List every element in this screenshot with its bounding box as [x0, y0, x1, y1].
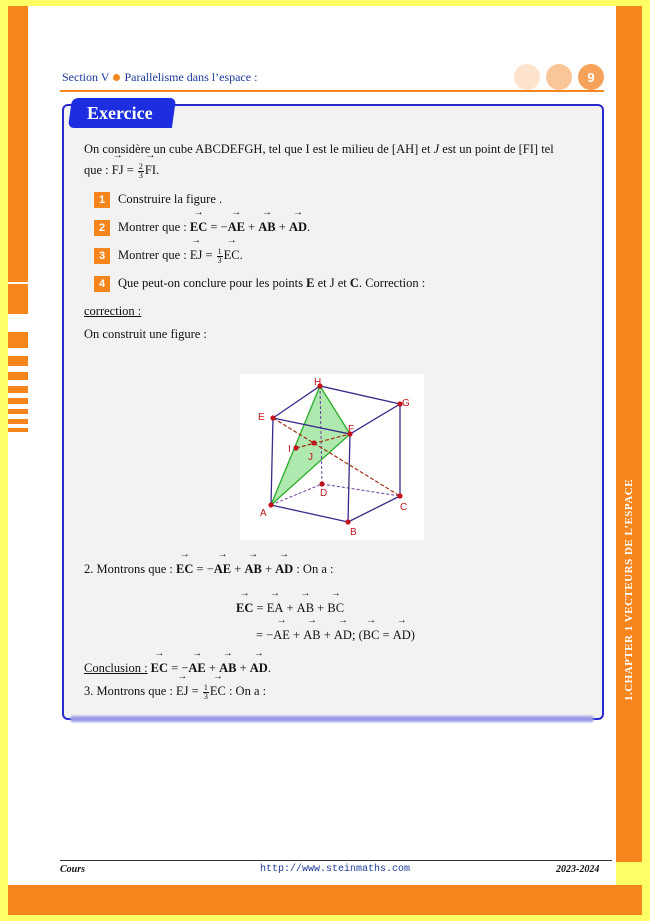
footer-course: Cours	[60, 864, 86, 875]
label-F: F	[348, 424, 355, 435]
left-decor-stripes	[8, 284, 28, 444]
part2-statement: 2. Montrons que : → EC = −→ AE + → AB + → AD : On a :	[84, 560, 333, 578]
footer-year: 2023-2024	[556, 864, 600, 875]
question-3: 3 Montrer que : → EJ = $\frac{1}{3}$ → EC.	[94, 246, 243, 265]
page-number: 9	[578, 64, 604, 90]
section-title: Parallelisme dans l’espace :	[124, 70, 258, 84]
circle-icon	[514, 64, 540, 90]
section-label: Section V	[62, 70, 110, 84]
bullet-icon	[113, 74, 120, 81]
conclusion: Conclusion : → EC = −→ AE + → AB + → AD.	[84, 659, 271, 677]
right-chapter-bar	[616, 6, 642, 862]
cube-figure	[240, 374, 424, 540]
exercise-box-shadow	[70, 716, 594, 722]
label-H: H	[314, 377, 322, 388]
label-D: D	[320, 488, 328, 499]
chapter-label: 1.CHAPTER 1 VECTEURS DE L’ESPACE	[623, 478, 635, 702]
exercise-intro-formula: que : → FJ = $\frac{2}{3}$ → FI.	[84, 161, 159, 180]
equation-line-1: → EC = → EA + → AB + → BC	[236, 599, 344, 617]
label-J: J	[308, 452, 313, 463]
label-G: G	[402, 398, 410, 409]
header-rule	[60, 90, 604, 92]
exercise-title: Exercice	[87, 103, 153, 123]
label-E: E	[258, 412, 265, 423]
label-I: I	[288, 444, 291, 455]
equation-line-2: = −→ AE + → AB + → AD; (→ BC = → AD)	[256, 626, 415, 644]
question-4: 4 Que peut-on conclure pour les points E et J et C. Correction :	[94, 274, 425, 292]
footer-rule	[60, 860, 612, 861]
question-2: 2 Montrer que : → EC = −→ AE + → AB + → AD.	[94, 218, 310, 236]
plane-AHF	[271, 386, 350, 505]
circle-icon	[546, 64, 572, 90]
construct-text: On construit une figure :	[84, 327, 207, 341]
question-1: 1 Construire la figure .	[94, 190, 222, 208]
part3-statement: 3. Montrons que : → EJ = $\frac{1}{3}$ → EC : On a :	[84, 682, 266, 701]
section-header	[62, 70, 257, 85]
label-B: B	[350, 527, 357, 538]
bottom-decor-bar	[8, 885, 642, 915]
left-decor-bar	[8, 6, 28, 282]
exercise-intro: On considère un cube ABCDEFGH, tel que I est le milieu de [AH] et J est un point de [FI] tel	[84, 142, 554, 156]
label-A: A	[260, 508, 267, 519]
correction-label: correction :	[84, 304, 142, 318]
label-C: C	[400, 502, 408, 513]
footer-url-link[interactable]: http://www.steinmaths.com	[260, 864, 411, 875]
